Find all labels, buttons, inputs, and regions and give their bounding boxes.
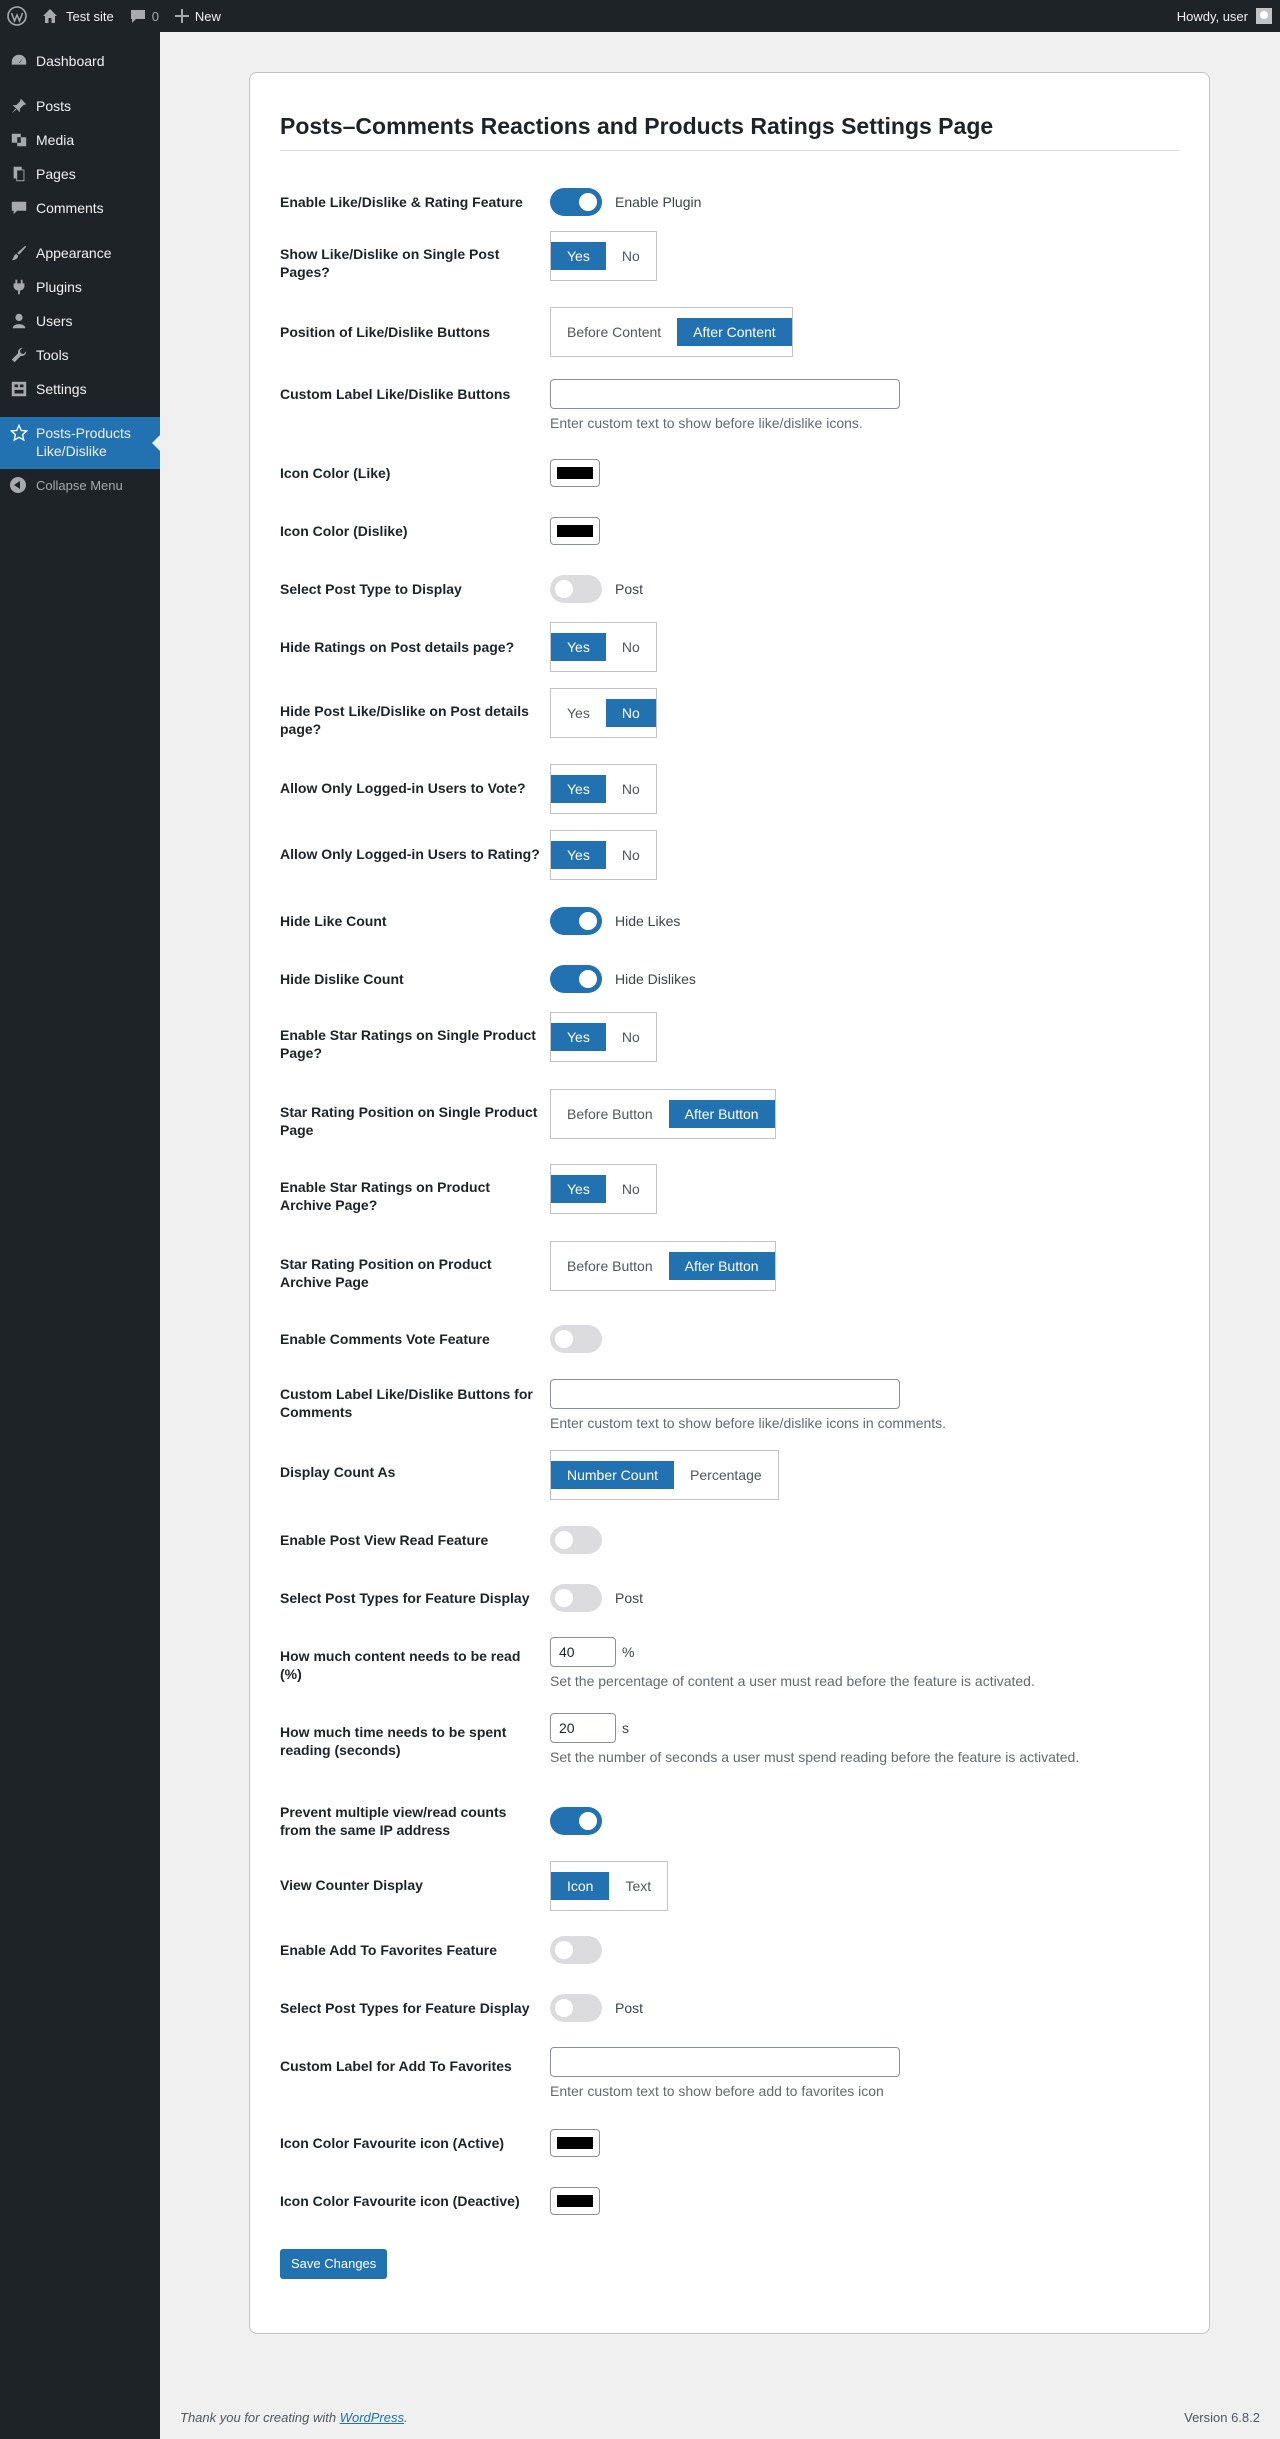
admin-sidebar <box>0 32 160 2439</box>
segment-option[interactable]: Yes <box>551 242 606 270</box>
sidebar-label-pages: Pages <box>36 166 76 182</box>
row-view-read <box>280 1526 1180 1554</box>
view-post-types-label: Select Post Types for Feature Display <box>280 1590 530 1606</box>
sidebar-label-comments: Comments <box>36 200 104 216</box>
segment-option[interactable]: Yes <box>567 705 590 721</box>
sidebar-label-plugin: Posts-Products Like/Dislike <box>36 425 131 459</box>
row-fav-active <box>280 2129 1180 2157</box>
sidebar-label-posts: Posts <box>36 98 72 114</box>
comments-label-input[interactable] <box>550 1379 900 1409</box>
home-icon <box>42 8 58 24</box>
hide-like-dislike-segmented <box>550 688 657 738</box>
favorites-label: Enable Add To Favorites Feature <box>280 1942 498 1958</box>
row-hide-ratings <box>280 622 1180 672</box>
star-single-label: Enable Star Ratings on Single Product Page? <box>280 1027 536 1061</box>
sidebar-item-comments[interactable] <box>0 191 160 225</box>
content-percent-label: How much content needs to be read (%) <box>280 1648 521 1682</box>
sidebar-label-settings: Settings <box>36 381 87 397</box>
row-fav-label <box>280 2047 1180 2099</box>
logged-rating-segmented <box>550 830 657 880</box>
row-comments-label <box>280 1379 1180 1431</box>
time-seconds-label: How much time needs to be spent reading (seconds) <box>280 1724 507 1758</box>
enable-feature-field <box>550 188 1180 216</box>
fav-active-label: Icon Color Favourite icon (Active) <box>280 2135 505 2151</box>
howdy-text: Howdy, user <box>1176 8 1248 24</box>
new-label: New <box>194 8 221 24</box>
content-percent-input[interactable]: 40 <box>550 1637 616 1667</box>
sidebar-label-users: Users <box>36 313 73 329</box>
row-post-type <box>280 575 1180 603</box>
sidebar-label-plugins: Plugins <box>36 279 82 295</box>
avatar <box>1256 8 1272 24</box>
custom-label-desc: Enter custom text to show before like/dislike icons. <box>550 415 863 431</box>
sidebar-item-tools[interactable] <box>0 338 160 372</box>
sidebar-item-appearance[interactable] <box>0 236 160 270</box>
row-fav-deactive <box>280 2187 1180 2215</box>
icon-color-dislike-picker[interactable] <box>550 517 600 545</box>
hide-like-count-label: Hide Like Count <box>280 913 387 929</box>
row-view-post-types <box>280 1584 1180 1612</box>
icon-color-dislike-swatch <box>557 525 593 537</box>
users-icon <box>10 312 28 330</box>
segment-option[interactable]: Yes <box>551 1023 606 1051</box>
post-type-toggle[interactable] <box>550 575 602 603</box>
prevent-multiple-toggle[interactable] <box>550 1807 602 1835</box>
row-enable-feature <box>280 188 1180 216</box>
collapse-menu-button[interactable] <box>0 469 160 501</box>
sidebar-item-posts[interactable] <box>0 89 160 123</box>
row-star-pos-single <box>280 1089 1180 1139</box>
show-single-label: Show Like/Dislike on Single Post Pages? <box>280 246 500 280</box>
footer-version: Version 6.8.2 <box>1184 2410 1260 2425</box>
star-pos-single-segmented <box>550 1089 776 1139</box>
view-read-toggle[interactable] <box>550 1526 602 1554</box>
view-read-label: Enable Post View Read Feature <box>280 1532 489 1548</box>
row-favorites <box>280 1936 1180 1964</box>
admin-bar <box>0 0 1280 32</box>
segment-option[interactable]: After Button <box>669 1100 775 1128</box>
row-prevent-multiple <box>280 1803 1180 1839</box>
view-counter-segmented <box>550 1861 668 1911</box>
wordpress-logo-icon[interactable] <box>0 0 34 32</box>
comments-vote-label: Enable Comments Vote Feature <box>280 1331 490 1347</box>
segment-option[interactable]: Before Button <box>567 1258 653 1274</box>
fav-post-types-label: Select Post Types for Feature Display <box>280 2000 530 2016</box>
hide-like-count-toggle[interactable] <box>550 907 602 935</box>
view-post-types-text: Post <box>615 1590 644 1606</box>
segment-option[interactable]: Before Content <box>567 324 662 340</box>
enable-feature-toggle[interactable] <box>550 188 602 216</box>
comments-label-label: Custom Label Like/Dislike Buttons for Comments <box>280 1386 533 1420</box>
row-hide-dislike-count <box>280 965 1180 993</box>
comments-label-desc: Enter custom text to show before like/dislike icons in comments. <box>550 1415 947 1431</box>
time-seconds-desc: Set the number of seconds a user must spend reading before the feature is activated. <box>550 1749 1080 1765</box>
fav-post-types-toggle[interactable] <box>550 1994 602 2022</box>
hide-dislike-count-toggle[interactable] <box>550 965 602 993</box>
sidebar-item-settings[interactable] <box>0 372 160 406</box>
row-icon-color-like <box>280 459 1180 487</box>
segment-option[interactable]: No <box>621 248 640 264</box>
row-fav-post-types <box>280 1994 1180 2022</box>
segment-option[interactable]: Before Button <box>567 1106 653 1122</box>
footer-thanks <box>180 2410 408 2425</box>
icon-color-like-label: Icon Color (Like) <box>280 465 391 481</box>
sidebar-label-tools: Tools <box>36 347 69 363</box>
post-type-text: Post <box>615 581 644 597</box>
fav-deactive-swatch <box>557 2195 593 2207</box>
star-pos-archive-label: Star Rating Position on Product Archive Page <box>280 1256 492 1290</box>
star-archive-segmented <box>550 1164 657 1214</box>
row-button-position <box>280 307 1180 357</box>
sidebar-item-plugins[interactable] <box>0 270 160 304</box>
hide-like-count-text: Hide Likes <box>615 913 681 929</box>
row-custom-label <box>280 379 1180 431</box>
segment-option[interactable]: No <box>606 699 656 727</box>
row-star-single <box>280 1012 1180 1062</box>
row-star-pos-archive <box>280 1241 1180 1291</box>
comments-vote-toggle[interactable] <box>550 1325 602 1353</box>
row-count-display <box>280 1450 1180 1500</box>
view-counter-label: View Counter Display <box>280 1877 423 1893</box>
sidebar-label-appearance: Appearance <box>36 245 112 261</box>
settings-icon <box>10 380 28 398</box>
hide-dislike-count-label: Hide Dislike Count <box>280 971 404 987</box>
comments-count: 0 <box>151 8 159 24</box>
segment-option[interactable]: Percentage <box>690 1467 762 1483</box>
comments-icon <box>10 199 28 217</box>
pages-icon <box>10 165 28 183</box>
fav-post-types-text: Post <box>615 2000 644 2016</box>
pushpin-icon <box>10 97 28 115</box>
plugin-icon <box>10 278 28 296</box>
post-type-label: Select Post Type to Display <box>280 581 462 597</box>
fav-label-label: Custom Label for Add To Favorites <box>280 2058 512 2074</box>
row-logged-vote <box>280 764 1180 814</box>
sidebar-label-media: Media <box>36 132 75 148</box>
paintbrush-icon <box>10 244 28 262</box>
star-pos-single-label: Star Rating Position on Single Product Page <box>280 1104 538 1138</box>
logged-rating-label: Allow Only Logged-in Users to Rating? <box>280 846 540 862</box>
view-post-types-toggle[interactable] <box>550 1584 602 1612</box>
fav-label-input[interactable] <box>550 2047 900 2077</box>
logged-vote-segmented <box>550 764 657 814</box>
logged-vote-label: Allow Only Logged-in Users to Vote? <box>280 780 526 796</box>
wordpress-link[interactable]: WordPress <box>339 2410 404 2425</box>
hide-dislike-count-text: Hide Dislikes <box>615 971 696 987</box>
show-single-segmented <box>550 231 657 281</box>
segment-option[interactable]: Yes <box>551 633 606 661</box>
sidebar-item-media[interactable] <box>0 123 160 157</box>
sidebar-label-dashboard: Dashboard <box>36 53 105 69</box>
fav-active-swatch <box>557 2137 593 2149</box>
segment-option[interactable]: No <box>621 781 640 797</box>
dashboard-icon <box>10 52 28 70</box>
plus-icon <box>175 9 189 23</box>
row-star-archive <box>280 1164 1180 1214</box>
time-seconds-unit: s <box>622 1720 629 1736</box>
segment-option[interactable]: Icon <box>551 1872 609 1900</box>
segment-option[interactable]: After Content <box>677 318 792 346</box>
star-single-segmented <box>550 1012 657 1062</box>
icon-color-dislike-label: Icon Color (Dislike) <box>280 523 408 539</box>
segment-option[interactable]: Yes <box>551 841 606 869</box>
footer-suffix: . <box>404 2410 408 2425</box>
fav-deactive-label: Icon Color Favourite icon (Deactive) <box>280 2193 520 2209</box>
settings-card <box>249 72 1210 2334</box>
new-content-link[interactable] <box>167 0 229 32</box>
my-account[interactable] <box>1169 0 1280 32</box>
row-show-single <box>280 231 1180 281</box>
wrench-icon <box>10 346 28 364</box>
collapse-icon <box>10 477 26 493</box>
segment-option[interactable]: Yes <box>551 1175 606 1203</box>
page-title: Posts–Comments Reactions and Products Ratings Settings Page <box>280 113 1180 151</box>
content-percent-unit: % <box>622 1644 635 1660</box>
hide-like-dislike-label: Hide Post Like/Dislike on Post details page? <box>280 703 529 737</box>
row-hide-like-dislike <box>280 688 1180 738</box>
site-name-link[interactable] <box>34 0 122 32</box>
custom-label-input[interactable] <box>550 379 900 409</box>
segment-option[interactable]: Yes <box>551 775 606 803</box>
comments-link[interactable] <box>122 0 167 32</box>
comment-bubble-icon <box>130 8 146 24</box>
time-seconds-input[interactable]: 20 <box>550 1713 616 1743</box>
fav-deactive-picker[interactable] <box>550 2187 600 2215</box>
segment-option[interactable]: No <box>621 1029 640 1045</box>
sidebar-item-users[interactable] <box>0 304 160 338</box>
row-icon-color-dislike <box>280 517 1180 545</box>
row-content-percent <box>280 1637 1180 1689</box>
row-comments-vote <box>280 1325 1180 1353</box>
segment-option[interactable]: No <box>621 639 640 655</box>
collapse-label: Collapse Menu <box>36 477 123 493</box>
custom-label-label: Custom Label Like/Dislike Buttons <box>280 386 511 402</box>
sidebar-item-pages[interactable] <box>0 157 160 191</box>
footer-thanks-text: Thank you for creating with <box>180 2410 340 2425</box>
icon-color-like-picker[interactable] <box>550 459 600 487</box>
save-changes-button[interactable]: Save Changes <box>280 2249 387 2279</box>
prevent-multiple-label: Prevent multiple view/read counts from the same IP address <box>280 1804 507 1838</box>
segment-option[interactable]: After Button <box>669 1252 775 1280</box>
star-archive-label: Enable Star Ratings on Product Archive Page? <box>280 1179 491 1213</box>
star-icon <box>10 424 28 442</box>
button-position-segmented <box>550 307 793 357</box>
star-pos-archive-segmented <box>550 1241 776 1291</box>
icon-color-like-swatch <box>557 467 593 479</box>
media-icon <box>10 131 28 149</box>
segment-option[interactable]: No <box>621 1181 640 1197</box>
row-logged-rating <box>280 830 1180 880</box>
button-position-label: Position of Like/Dislike Buttons <box>280 324 491 340</box>
count-display-segmented <box>550 1450 779 1500</box>
fav-active-picker[interactable] <box>550 2129 600 2157</box>
row-hide-like-count <box>280 907 1180 935</box>
row-time-seconds <box>280 1713 1180 1765</box>
sidebar-item-posts-products-like-dislike[interactable] <box>0 417 160 469</box>
count-display-label: Display Count As <box>280 1464 396 1480</box>
segment-option[interactable]: Number Count <box>551 1461 674 1489</box>
site-name: Test site <box>66 8 114 24</box>
fav-label-desc: Enter custom text to show before add to favorites icon <box>550 2083 884 2099</box>
segment-option[interactable]: No <box>621 847 640 863</box>
favorites-toggle[interactable] <box>550 1936 602 1964</box>
row-view-counter <box>280 1861 1180 1911</box>
sidebar-item-dashboard[interactable] <box>0 44 160 78</box>
enable-feature-label: Enable Like/Dislike & Rating Feature <box>280 194 523 210</box>
content-percent-desc: Set the percentage of content a user must read before the feature is activated. <box>550 1673 1035 1689</box>
hide-ratings-label: Hide Ratings on Post details page? <box>280 639 515 655</box>
enable-feature-text: Enable Plugin <box>615 194 702 210</box>
segment-option[interactable]: Text <box>625 1878 652 1894</box>
hide-ratings-segmented <box>550 622 657 672</box>
